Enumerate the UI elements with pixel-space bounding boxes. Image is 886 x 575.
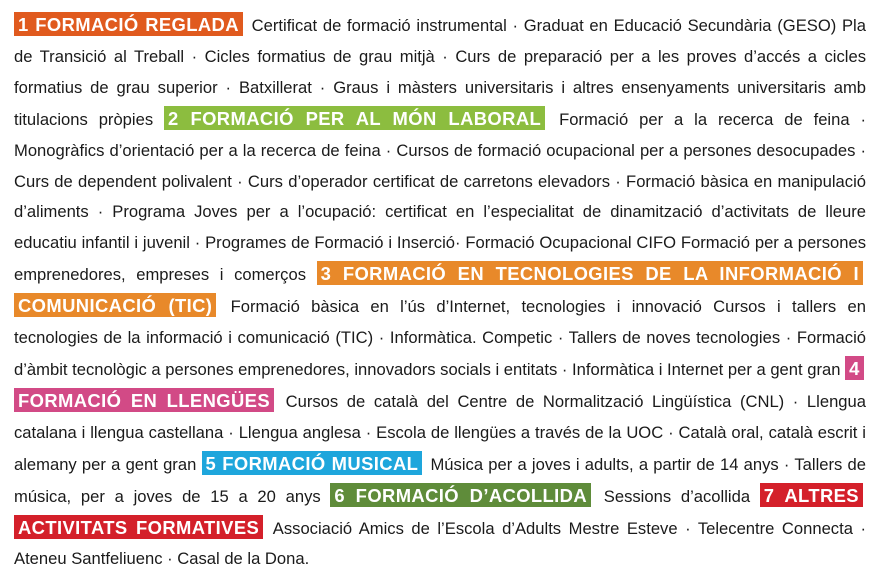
- section-heading-llengues: 4 FORMACIÓ EN LLENGÜES: [14, 356, 864, 412]
- section-text-llengues: Cursos de català del Centre de Normalització Lingüística (CNL) · Llengua catalana i llengua castellana · Llengua anglesa · Escola de llengües a través de la UOC · Català oral, català escrit i alemany per a gent gran: [14, 391, 866, 474]
- section-text-mon-laboral: Formació per a la recerca de feina · Monogràfics d’orientació per a la recerca de feina · Cursos de formació ocupacional per a persones desocupades · Curs de dependent polivalent · Curs d’operador certificat de carretons elevadors · Formació bàsica en manipulació d’aliments · Programa Joves per a l’ocupació: certificat en l’especialitat de dinamització d’activitats de lleure educatiu infantil i juvenil · Programes de Formació i Inserció· Formació Ocupacional CIFO Formació per a persones emprenedores, empreses i comerços: [14, 109, 866, 285]
- section-text-musical: Música per a joves i adults, a partir de 14 anys · Tallers de música, per a joves de 15 a 20 anys: [14, 454, 866, 506]
- section-heading-musical: 5 FORMACIÓ MUSICAL: [202, 451, 423, 475]
- section-text-altres: Associació Amics de l’Escola d’Adults Mestre Esteve · Telecentre Connecta · Ateneu Santfeliuenc · Casal de la Dona.: [14, 518, 866, 569]
- section-heading-acollida: 6 FORMACIÓ D’ACOLLIDA: [330, 483, 591, 507]
- section-heading-altres: 7 ALTRES ACTIVITATS FORMATIVES: [14, 483, 863, 539]
- training-catalogue: [14, 10, 866, 575]
- section-heading-tic: 3 FORMACIÓ EN TECNOLOGIES DE LA INFORMACIÓ I COMUNICACIÓ (TIC): [14, 261, 863, 317]
- section-text-tic: Formació bàsica en l’ús d’Internet, tecnologies i innovació Cursos i tallers en tecnologies de la informació i comunicació (TIC) · Informàtica. Competic · Tallers de noves tecnologies · Formació d’àmbit tecnològic a persones emprenedores, innovadors socials i entitats · Informàtica i Internet per a gent gran: [14, 297, 866, 379]
- section-text-formacio-reglada: Certificat de formació instrumental · Graduat en Educació Secundària (GESO) Pla de Transició al Treball · Cicles formatius de grau mitjà · Curs de preparació per a les proves d’accés a cicles formatius de grau superior · Batxillerat · Graus i màsters universitaris i altres ensenyaments universitaris amb titulacions pròpies: [14, 16, 866, 129]
- section-text-acollida: Sessions d’acollida: [603, 486, 760, 506]
- section-heading-mon-laboral: 2 FORMACIÓ PER AL MÓN LABORAL: [164, 106, 545, 130]
- section-heading-formacio-reglada: 1 FORMACIÓ REGLADA: [14, 12, 243, 36]
